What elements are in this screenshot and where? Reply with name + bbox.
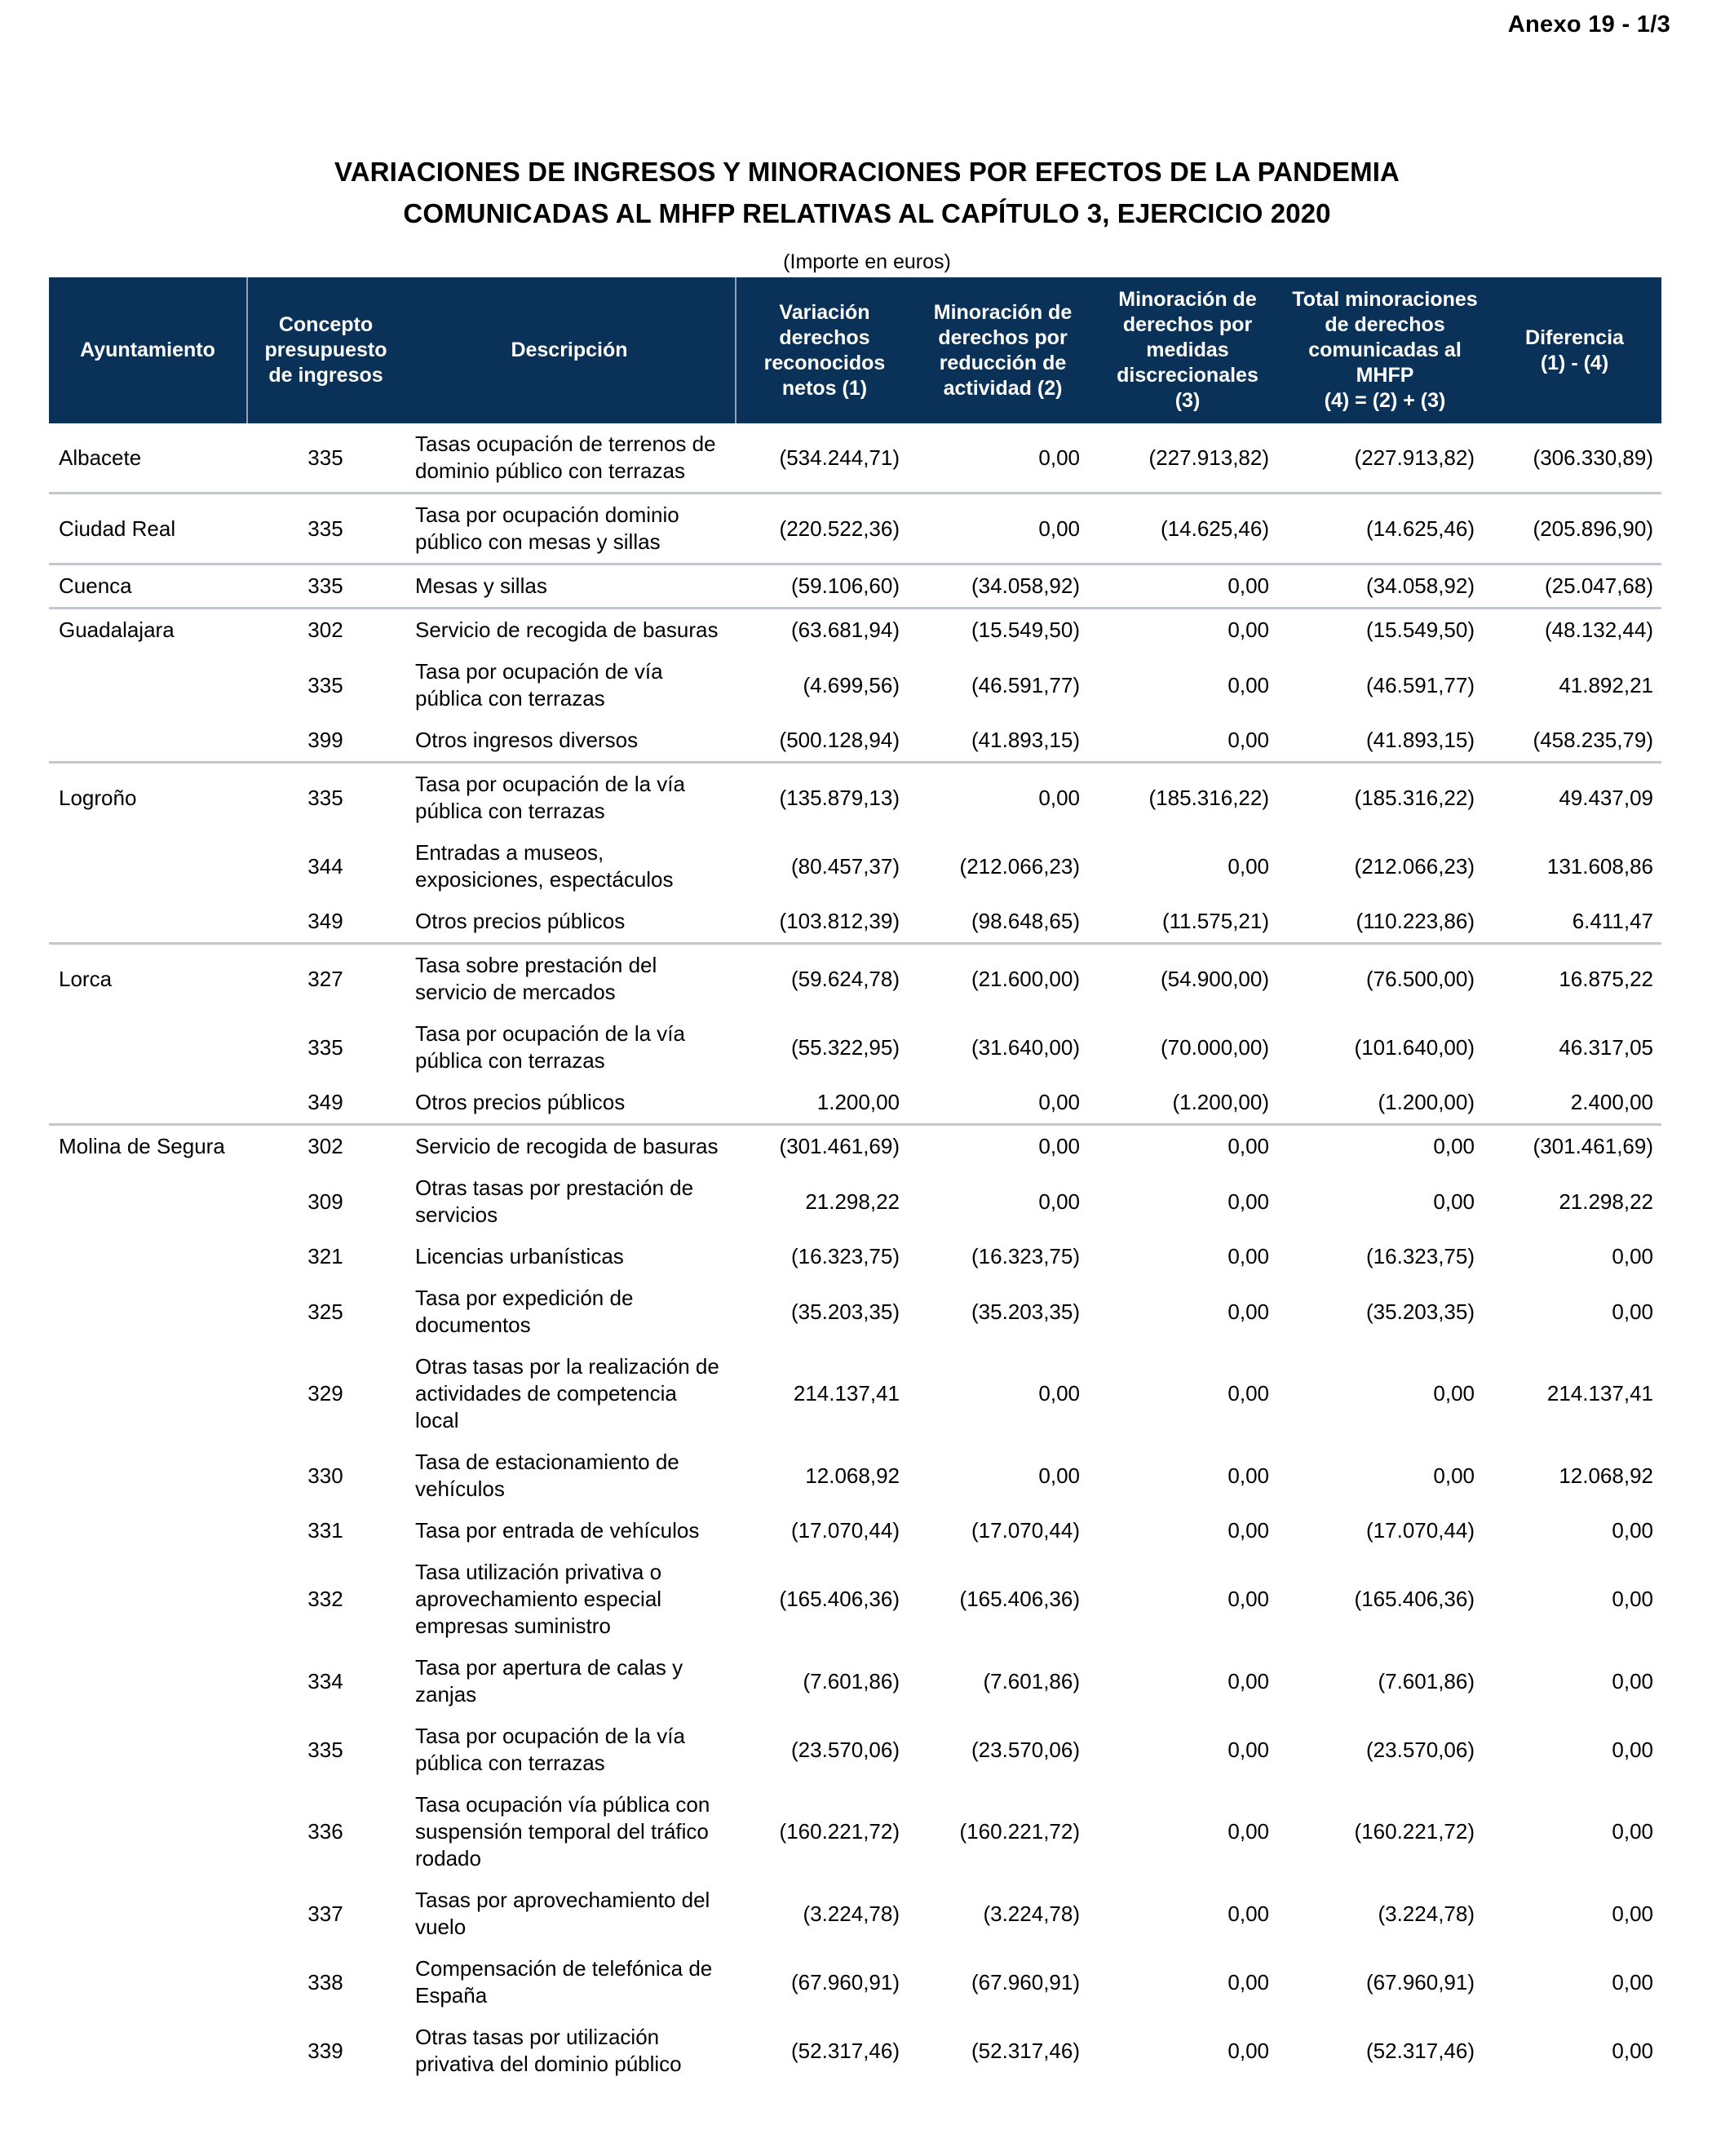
cell-minoracion-actividad: (165.406,36) <box>959 1587 1080 1611</box>
cell-concepto: 331 <box>307 1518 343 1543</box>
cell-minoracion-discrecionales: 0,00 <box>1228 1737 1269 1762</box>
col-header-total-line3: comunicadas al <box>1308 339 1462 361</box>
cell-descripcion: Tasas ocupación de terrenos de dominio público con terrazas <box>415 432 716 483</box>
cell-ayuntamiento: Lorca <box>49 944 247 1014</box>
table-row <box>49 1277 1661 1346</box>
cell-minoracion-discrecionales: (227.913,82) <box>1148 445 1269 470</box>
col-header-min-disc-line3: medidas <box>1146 339 1229 361</box>
cell-concepto: 344 <box>307 853 343 879</box>
cell-total-minoraciones: (16.323,75) <box>1366 1244 1475 1268</box>
col-header-min-disc-line1: Minoración de <box>1118 288 1257 311</box>
cell-total-minoraciones: (52.317,46) <box>1366 2038 1475 2063</box>
col-header-min-act-line1: Minoración de <box>933 300 1073 324</box>
cell-minoracion-actividad: 0,00 <box>913 494 1093 564</box>
table-row <box>49 901 1661 944</box>
cell-variacion: (301.461,69) <box>736 1125 913 1168</box>
cell-concepto: 302 <box>247 609 404 652</box>
table-row <box>49 1236 1661 1277</box>
cell-total-minoraciones: (165.406,36) <box>1354 1587 1475 1611</box>
cell-descripcion: Licencias urbanísticas <box>415 1244 624 1268</box>
cell-variacion: 1.200,00 <box>816 1090 900 1114</box>
cell-minoracion-actividad: (212.066,23) <box>959 853 1080 879</box>
cell-minoracion-actividad: (3.224,78) <box>983 1901 1080 1926</box>
cell-total-minoraciones: (14.625,46) <box>1282 494 1488 564</box>
cell-minoracion-actividad: (160.221,72) <box>959 1819 1080 1844</box>
cell-total-minoraciones: (35.203,35) <box>1366 1299 1475 1324</box>
cell-ayuntamiento: Logroño <box>49 763 247 833</box>
cell-minoracion-actividad: (7.601,86) <box>983 1668 1080 1693</box>
cell-minoracion-discrecionales: 0,00 <box>1093 1125 1282 1168</box>
table-row <box>49 719 1661 763</box>
cell-diferencia: 0,00 <box>1612 1244 1653 1268</box>
cell-total-minoraciones: (110.223,86) <box>1356 909 1475 933</box>
table-header-row <box>49 277 1661 423</box>
cell-ayuntamiento <box>49 1879 247 1948</box>
cell-minoracion-discrecionales: 0,00 <box>1228 1969 1269 1994</box>
cell-minoracion-discrecionales: 0,00 <box>1228 1463 1269 1488</box>
annex-label: Anexo 19 - 1/3 <box>1507 11 1670 38</box>
cell-total-minoraciones: (17.070,44) <box>1366 1518 1475 1543</box>
cell-total-minoraciones: (67.960,91) <box>1366 1969 1475 1994</box>
cell-concepto: 335 <box>307 1034 343 1060</box>
cell-diferencia: 21.298,22 <box>1559 1189 1653 1214</box>
cell-variacion: (16.323,75) <box>791 1244 900 1268</box>
cell-concepto: 321 <box>307 1244 343 1268</box>
cell-minoracion-discrecionales: (14.625,46) <box>1093 494 1282 564</box>
cell-diferencia: 0,00 <box>1612 1901 1653 1926</box>
cell-concepto: 399 <box>307 728 343 752</box>
cell-descripcion: Tasa sobre prestación del servicio de mercados <box>404 944 736 1014</box>
table-row <box>49 651 1661 719</box>
cell-diferencia: (48.132,44) <box>1488 609 1661 652</box>
table-row <box>49 1346 1661 1441</box>
cell-minoracion-discrecionales: 0,00 <box>1228 1819 1269 1844</box>
cell-descripcion: Otras tasas por la realización de actividades de competencia local <box>415 1354 719 1432</box>
table-row <box>49 1441 1661 1510</box>
col-header-total-line1: Total minoraciones <box>1292 288 1478 311</box>
table-row <box>49 1510 1661 1552</box>
cell-total-minoraciones: 0,00 <box>1433 1381 1475 1406</box>
cell-ayuntamiento: Molina de Segura <box>49 1125 247 1168</box>
cell-diferencia: 0,00 <box>1612 1299 1653 1324</box>
cell-minoracion-actividad: (34.058,92) <box>913 564 1093 609</box>
cell-variacion: 214.137,41 <box>793 1381 900 1406</box>
cell-minoracion-actividad: (67.960,91) <box>971 1969 1080 1994</box>
cell-minoracion-actividad: 0,00 <box>1038 445 1080 470</box>
cell-diferencia: 0,00 <box>1612 1518 1653 1543</box>
cell-diferencia: (306.330,89) <box>1533 445 1653 470</box>
cell-descripcion: Tasa de estacionamiento de vehículos <box>415 1450 679 1501</box>
cell-descripcion: Tasa por ocupación de la vía pública con terrazas <box>415 1021 685 1073</box>
cell-diferencia: 0,00 <box>1612 2038 1653 2063</box>
cell-variacion: (7.601,86) <box>803 1668 900 1693</box>
cell-total-minoraciones: (3.224,78) <box>1378 1901 1475 1926</box>
cell-variacion: (52.317,46) <box>791 2038 900 2063</box>
cell-ayuntamiento <box>49 1510 247 1552</box>
cell-ayuntamiento <box>49 1647 247 1716</box>
col-header-descripcion-text: Descripción <box>511 339 628 361</box>
cell-minoracion-actividad: 0,00 <box>913 763 1093 833</box>
table-row <box>49 763 1661 833</box>
cell-diferencia: 131.608,86 <box>1546 853 1653 879</box>
cell-ayuntamiento <box>49 1082 247 1125</box>
cell-ayuntamiento <box>49 2017 247 2085</box>
col-header-min-act-line3: reducción de <box>939 351 1067 374</box>
col-header-descripcion <box>404 277 736 423</box>
cell-ayuntamiento <box>49 1236 247 1277</box>
col-header-total-minoraciones <box>1282 277 1488 423</box>
cell-minoracion-actividad: 0,00 <box>1038 1090 1080 1114</box>
cell-minoracion-actividad: (15.549,50) <box>913 609 1093 652</box>
cell-total-minoraciones: (101.640,00) <box>1354 1034 1475 1060</box>
data-table-wrap <box>49 277 1661 2085</box>
cell-total-minoraciones: (212.066,23) <box>1354 853 1475 879</box>
cell-ayuntamiento <box>49 1346 247 1441</box>
cell-diferencia: 0,00 <box>1612 1737 1653 1762</box>
cell-ayuntamiento <box>49 1441 247 1510</box>
col-header-concepto-line3: de ingresos <box>268 364 383 387</box>
cell-minoracion-actividad: (46.591,77) <box>971 672 1080 697</box>
cell-descripcion: Tasa por ocupación de la vía pública con terrazas <box>404 763 736 833</box>
cell-total-minoraciones: 0,00 <box>1433 1189 1475 1214</box>
cell-diferencia: 0,00 <box>1612 1969 1653 1994</box>
page-title-line-1: VARIACIONES DE INGRESOS Y MINORACIONES POR EFECTOS DE LA PANDEMIA <box>334 157 1400 187</box>
cell-concepto: 338 <box>307 1969 343 1994</box>
cell-total-minoraciones: (15.549,50) <box>1282 609 1488 652</box>
table-row <box>49 494 1661 564</box>
cell-minoracion-actividad: (21.600,00) <box>913 944 1093 1014</box>
cell-variacion: (534.244,71) <box>779 445 900 470</box>
col-header-concepto <box>247 277 404 423</box>
col-header-minoracion-actividad <box>913 277 1093 423</box>
cell-minoracion-discrecionales: 0,00 <box>1228 1381 1269 1406</box>
cell-concepto: 334 <box>307 1668 343 1693</box>
cell-diferencia: (301.461,69) <box>1488 1125 1661 1168</box>
col-header-total-line4: MHFP <box>1356 364 1414 387</box>
cell-variacion: (67.960,91) <box>791 1969 900 1994</box>
cell-minoracion-actividad: (41.893,15) <box>971 728 1080 752</box>
table-row <box>49 1013 1661 1082</box>
cell-ayuntamiento <box>49 1784 247 1879</box>
cell-minoracion-discrecionales: (11.575,21) <box>1161 909 1269 933</box>
cell-minoracion-discrecionales: (70.000,00) <box>1161 1034 1269 1060</box>
cell-minoracion-actividad: (17.070,44) <box>971 1518 1080 1543</box>
cell-minoracion-actividad: (31.640,00) <box>971 1034 1080 1060</box>
cell-minoracion-discrecionales: 0,00 <box>1228 728 1269 752</box>
cell-diferencia: 0,00 <box>1612 1587 1653 1611</box>
cell-concepto: 329 <box>307 1381 343 1406</box>
cell-diferencia: 0,00 <box>1612 1668 1653 1693</box>
cell-variacion: 21.298,22 <box>805 1189 900 1214</box>
cell-total-minoraciones: (23.570,06) <box>1366 1737 1475 1762</box>
cell-minoracion-actividad: (52.317,46) <box>971 2038 1080 2063</box>
table-row <box>49 1784 1661 1879</box>
cell-total-minoraciones: 0,00 <box>1433 1463 1475 1488</box>
cell-concepto: 349 <box>307 1090 343 1114</box>
cell-diferencia: 0,00 <box>1612 1819 1653 1844</box>
cell-descripcion: Otras tasas por prestación de servicios <box>415 1175 694 1227</box>
cell-ayuntamiento <box>49 832 247 901</box>
cell-total-minoraciones: (1.200,00) <box>1378 1090 1475 1114</box>
cell-concepto: 349 <box>307 909 343 933</box>
cell-concepto: 327 <box>247 944 404 1014</box>
col-header-ayuntamiento-text: Ayuntamiento <box>80 339 215 361</box>
cell-variacion: (63.681,94) <box>736 609 913 652</box>
col-header-total-line5: (4) = (2) + (3) <box>1324 389 1446 412</box>
cell-descripcion: Entradas a museos, exposiciones, espectáculos <box>415 840 674 892</box>
cell-concepto: 335 <box>307 672 343 697</box>
cell-variacion: (3.224,78) <box>803 1901 900 1926</box>
cell-descripcion: Tasa por entrada de vehículos <box>415 1518 700 1543</box>
col-header-total-line2: de derechos <box>1325 313 1445 336</box>
cell-concepto: 339 <box>307 2038 343 2063</box>
col-header-variacion-line3: reconocidos <box>763 351 886 374</box>
table-row <box>49 2017 1661 2085</box>
col-header-min-disc-line5: (3) <box>1174 389 1201 412</box>
cell-total-minoraciones: (41.893,15) <box>1366 728 1475 752</box>
cell-diferencia: (458.235,79) <box>1533 728 1653 752</box>
col-header-min-disc-line2: derechos por <box>1122 313 1253 336</box>
col-header-concepto-line1: Concepto <box>278 313 374 336</box>
cell-diferencia: (25.047,68) <box>1488 564 1661 609</box>
cell-minoracion-actividad: 0,00 <box>1038 1463 1080 1488</box>
cell-minoracion-discrecionales: (185.316,22) <box>1093 763 1282 833</box>
cell-total-minoraciones: (227.913,82) <box>1354 445 1475 470</box>
variations-table <box>49 277 1661 2085</box>
cell-variacion: (23.570,06) <box>791 1737 900 1762</box>
cell-variacion: (160.221,72) <box>779 1819 900 1844</box>
cell-descripcion: Servicio de recogida de basuras <box>404 1125 736 1168</box>
page-subtitle: (Importe en euros) <box>783 250 951 273</box>
cell-concepto: 332 <box>307 1587 343 1611</box>
cell-total-minoraciones: (46.591,77) <box>1366 672 1475 697</box>
cell-variacion: (165.406,36) <box>779 1587 900 1611</box>
cell-minoracion-discrecionales: 0,00 <box>1228 1668 1269 1693</box>
col-header-diferencia-line2: (1) - (4) <box>1540 351 1609 374</box>
cell-minoracion-actividad: (35.203,35) <box>971 1299 1080 1324</box>
cell-descripcion: Otros ingresos diversos <box>415 728 639 752</box>
cell-variacion: (59.106,60) <box>736 564 913 609</box>
col-header-concepto-line2: presupuesto <box>264 339 387 361</box>
cell-variacion: (17.070,44) <box>791 1518 900 1543</box>
cell-minoracion-discrecionales: 0,00 <box>1093 564 1282 609</box>
cell-descripcion: Tasa utilización privativa o aprovechamiento especial empresas suministro <box>415 1560 662 1638</box>
col-header-diferencia <box>1488 277 1661 423</box>
cell-diferencia: 2.400,00 <box>1570 1090 1653 1114</box>
cell-minoracion-discrecionales: 0,00 <box>1228 672 1269 697</box>
cell-concepto: 309 <box>307 1189 343 1214</box>
cell-ayuntamiento: Cuenca <box>49 564 247 609</box>
cell-variacion: (500.128,94) <box>779 728 900 752</box>
cell-ayuntamiento: Guadalajara <box>49 609 247 652</box>
col-header-variacion-line2: derechos <box>779 325 870 349</box>
table-row <box>49 423 1661 494</box>
cell-minoracion-discrecionales: (1.200,00) <box>1172 1090 1269 1114</box>
cell-diferencia: 49.437,09 <box>1488 763 1661 833</box>
cell-descripcion: Otros precios públicos <box>415 1090 626 1114</box>
table-row <box>49 564 1661 609</box>
cell-minoracion-actividad: (98.648,65) <box>971 909 1080 933</box>
cell-concepto: 335 <box>247 494 404 564</box>
cell-ayuntamiento <box>49 1167 247 1236</box>
cell-minoracion-discrecionales: 0,00 <box>1228 1518 1269 1543</box>
col-header-minoracion-discrecionales <box>1093 277 1282 423</box>
table-body <box>49 423 1661 2085</box>
cell-total-minoraciones: (185.316,22) <box>1282 763 1488 833</box>
cell-total-minoraciones: 0,00 <box>1282 1125 1488 1168</box>
cell-ayuntamiento <box>49 1552 247 1647</box>
cell-minoracion-discrecionales: 0,00 <box>1228 1901 1269 1926</box>
cell-concepto: 302 <box>247 1125 404 1168</box>
table-row <box>49 1948 1661 2017</box>
cell-variacion: (35.203,35) <box>791 1299 900 1324</box>
cell-ayuntamiento: Albacete <box>59 445 142 470</box>
cell-concepto: 325 <box>307 1299 343 1324</box>
cell-ayuntamiento: Ciudad Real <box>49 494 247 564</box>
page-title-line-2: COMUNICADAS AL MHFP RELATIVAS AL CAPÍTULO 3, EJERCICIO 2020 <box>403 198 1331 228</box>
col-header-variacion-line4: netos (1) <box>781 376 868 400</box>
cell-total-minoraciones: (160.221,72) <box>1354 1819 1475 1844</box>
cell-minoracion-actividad: 0,00 <box>1038 1381 1080 1406</box>
cell-concepto: 336 <box>307 1819 343 1844</box>
col-header-diferencia-line1: Diferencia <box>1525 325 1624 349</box>
table-row <box>49 1716 1661 1784</box>
cell-minoracion-discrecionales: 0,00 <box>1228 1189 1269 1214</box>
cell-total-minoraciones: (76.500,00) <box>1282 944 1488 1014</box>
cell-diferencia: 41.892,21 <box>1559 672 1653 697</box>
table-head <box>49 277 1661 423</box>
cell-descripcion: Tasas por aprovechamiento del vuelo <box>415 1888 710 1939</box>
cell-variacion: (55.322,95) <box>791 1034 900 1060</box>
table-row <box>49 832 1661 901</box>
cell-variacion: (220.522,36) <box>736 494 913 564</box>
cell-variacion: 12.068,92 <box>805 1463 900 1488</box>
cell-concepto: 330 <box>307 1463 343 1488</box>
cell-minoracion-discrecionales: 0,00 <box>1228 853 1269 879</box>
cell-total-minoraciones: (34.058,92) <box>1282 564 1488 609</box>
table-row <box>49 609 1661 652</box>
cell-minoracion-discrecionales: 0,00 <box>1093 609 1282 652</box>
cell-descripcion: Tasa por ocupación dominio público con mesas y sillas <box>404 494 736 564</box>
cell-minoracion-actividad: (16.323,75) <box>971 1244 1080 1268</box>
col-header-min-act-line4: actividad (2) <box>943 376 1063 400</box>
table-row <box>49 1125 1661 1168</box>
cell-concepto: 335 <box>307 1737 343 1762</box>
cell-descripcion: Tasa por ocupación de la vía pública con terrazas <box>415 1724 685 1775</box>
cell-variacion: (4.699,56) <box>803 672 900 697</box>
cell-concepto: 337 <box>307 1901 343 1926</box>
cell-descripcion: Otros precios públicos <box>415 909 626 933</box>
cell-ayuntamiento <box>49 1277 247 1346</box>
col-header-variacion <box>736 277 913 423</box>
table-row <box>49 1552 1661 1647</box>
cell-concepto: 335 <box>247 763 404 833</box>
cell-diferencia: 214.137,41 <box>1546 1381 1653 1406</box>
cell-minoracion-actividad: (23.570,06) <box>971 1737 1080 1762</box>
cell-descripcion: Compensación de telefónica de España <box>415 1956 713 2008</box>
cell-diferencia: 6.411,47 <box>1572 909 1653 933</box>
cell-descripcion: Tasa por expedición de documentos <box>415 1286 634 1337</box>
cell-minoracion-discrecionales: 0,00 <box>1228 1244 1269 1268</box>
cell-minoracion-discrecionales: 0,00 <box>1228 1299 1269 1324</box>
cell-minoracion-actividad: 0,00 <box>913 1125 1093 1168</box>
cell-minoracion-discrecionales: (54.900,00) <box>1093 944 1282 1014</box>
cell-minoracion-discrecionales: 0,00 <box>1228 1587 1269 1611</box>
cell-minoracion-actividad: 0,00 <box>1038 1189 1080 1214</box>
col-header-min-act-line2: derechos por <box>938 325 1068 349</box>
cell-variacion: (103.812,39) <box>779 909 900 933</box>
table-row <box>49 944 1661 1014</box>
cell-minoracion-discrecionales: 0,00 <box>1228 2038 1269 2063</box>
table-row <box>49 1082 1661 1125</box>
cell-ayuntamiento <box>49 901 247 944</box>
cell-diferencia: 46.317,05 <box>1559 1034 1653 1060</box>
cell-diferencia: 16.875,22 <box>1488 944 1661 1014</box>
cell-ayuntamiento <box>49 651 247 719</box>
cell-ayuntamiento <box>49 1716 247 1784</box>
cell-diferencia: 12.068,92 <box>1559 1463 1653 1488</box>
title-block <box>0 151 1734 274</box>
cell-ayuntamiento <box>49 719 247 763</box>
cell-descripcion: Tasa ocupación vía pública con suspensión temporal del tráfico rodado <box>415 1792 710 1870</box>
cell-descripcion: Otras tasas por utilización privativa del dominio público <box>415 2025 682 2076</box>
table-row <box>49 1879 1661 1948</box>
cell-concepto: 335 <box>307 445 343 470</box>
cell-total-minoraciones: (7.601,86) <box>1378 1668 1475 1693</box>
table-row <box>49 1647 1661 1716</box>
col-header-min-disc-line4: discrecionales <box>1117 364 1258 387</box>
cell-variacion: (59.624,78) <box>736 944 913 1014</box>
cell-ayuntamiento <box>49 1013 247 1082</box>
col-header-ayuntamiento <box>49 277 247 423</box>
col-header-variacion-line1: Variación <box>779 300 870 324</box>
cell-ayuntamiento <box>49 1948 247 2017</box>
cell-variacion: (135.879,13) <box>736 763 913 833</box>
cell-descripcion: Servicio de recogida de basuras <box>404 609 736 652</box>
cell-descripcion: Mesas y sillas <box>404 564 736 609</box>
cell-variacion: (80.457,37) <box>791 853 900 879</box>
cell-diferencia: (205.896,90) <box>1488 494 1661 564</box>
cell-descripcion: Tasa por apertura de calas y zanjas <box>415 1655 683 1707</box>
cell-descripcion: Tasa por ocupación de vía pública con terrazas <box>415 659 663 711</box>
table-row <box>49 1167 1661 1236</box>
cell-concepto: 335 <box>247 564 404 609</box>
